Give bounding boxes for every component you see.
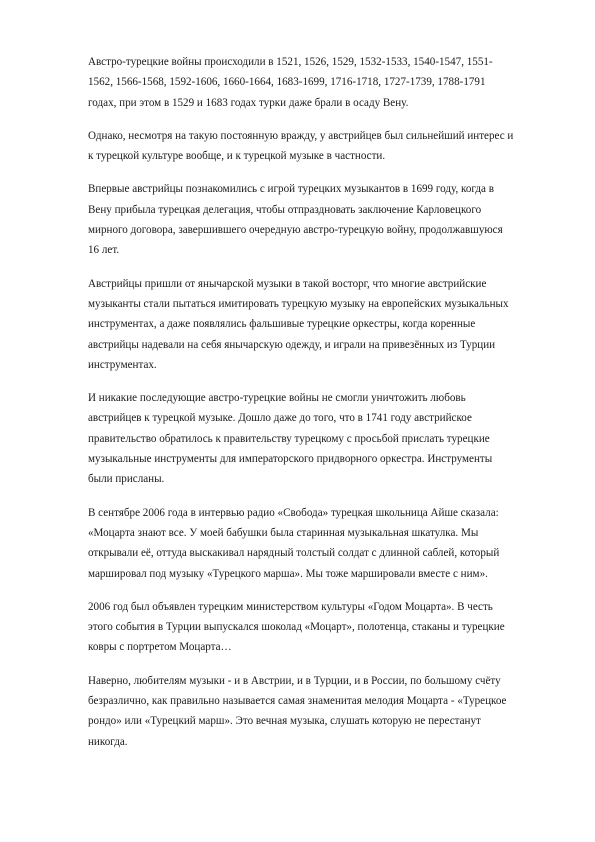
paragraph-first-acquaintance: Впервые австрийцы познакомились с игрой турецких музыкантов в 1699 году, когда в Вену прибыла турецкая делегация, чтобы отпраздновать заключение Карловецкого мирного договора, завершившего очередную австро-турецкую войну, продолжавшуюся 16 лет. — [88, 183, 503, 257]
paragraph-janissary-music: Австрийцы пришли от янычарской музыки в такой восторг, что многие австрийские музыканты стали пытаться имитировать турецкую музыку на европейских музыкальных инструментах, а даже появлялись фальшивые турецкие оркестры, когда коренные австрийцы надевали на себя янычарскую одежду, и играли на привезённых из Турции инструментах. — [88, 277, 509, 371]
document-body — [88, 52, 514, 765]
paragraph-year-of-mozart: 2006 год был объявлен турецким министерством культуры «Годом Моцарта». В честь этого события в Турции выпускался шоколад «Моцарт», полотенца, стаканы и турецкие ковры с портретом Моцарта… — [88, 600, 505, 654]
paragraph-eternal-music: Наверно, любителям музыки - и в Австрии, и в Турции, и в России, по большому счёту безразлично, как правильно называется самая знаменитая мелодия Моцарта - «Турецкое рондо» или «Турецкий марш». Это вечная музыка, слушать которую не перестанут никогда. — [88, 674, 507, 748]
paragraph-instruments-request: И никакие последующие австро-турецкие войны не смогли уничтожить любовь австрийцев к турецкой музыке. Дошло даже до того, что в 1741 году австрийское правительство обратилось к правительству турецкому с просьбой прислать турецкие музыкальные инструменты для императорского придворного оркестра. Инструменты были присланы. — [88, 392, 493, 486]
paragraph-interview: В сентябре 2006 года в интервью радио «Свобода» турецкая школьница Айше сказала: «Моцарта знают все. У моей бабушки была старинная музыкальная шкатулка. Мы открывали её, оттуда выскакивал нарядный толстый солдат с длинной саблей, который маршировал под музыку «Турецкого марша». Мы тоже маршировали вместе с ним». — [88, 506, 500, 580]
paragraph-wars-list: Австро-турецкие войны происходили в 1521, 1526, 1529, 1532-1533, 1540-1547, 1551-1562, 1566-1568, 1592-1606, 1660-1664, 1683-1699, 1716-1718, 1727-1739, 1788-1791 годах, при этом в 1529 и 1683 годах турки даже брали в осаду Вену. — [88, 56, 493, 109]
paragraph-interest: Однако, несмотря на такую постоянную вражду, у австрийцев был сильнейший интерес и к турецкой культуре вообще, и к турецкой музыке в частности. — [88, 129, 514, 163]
